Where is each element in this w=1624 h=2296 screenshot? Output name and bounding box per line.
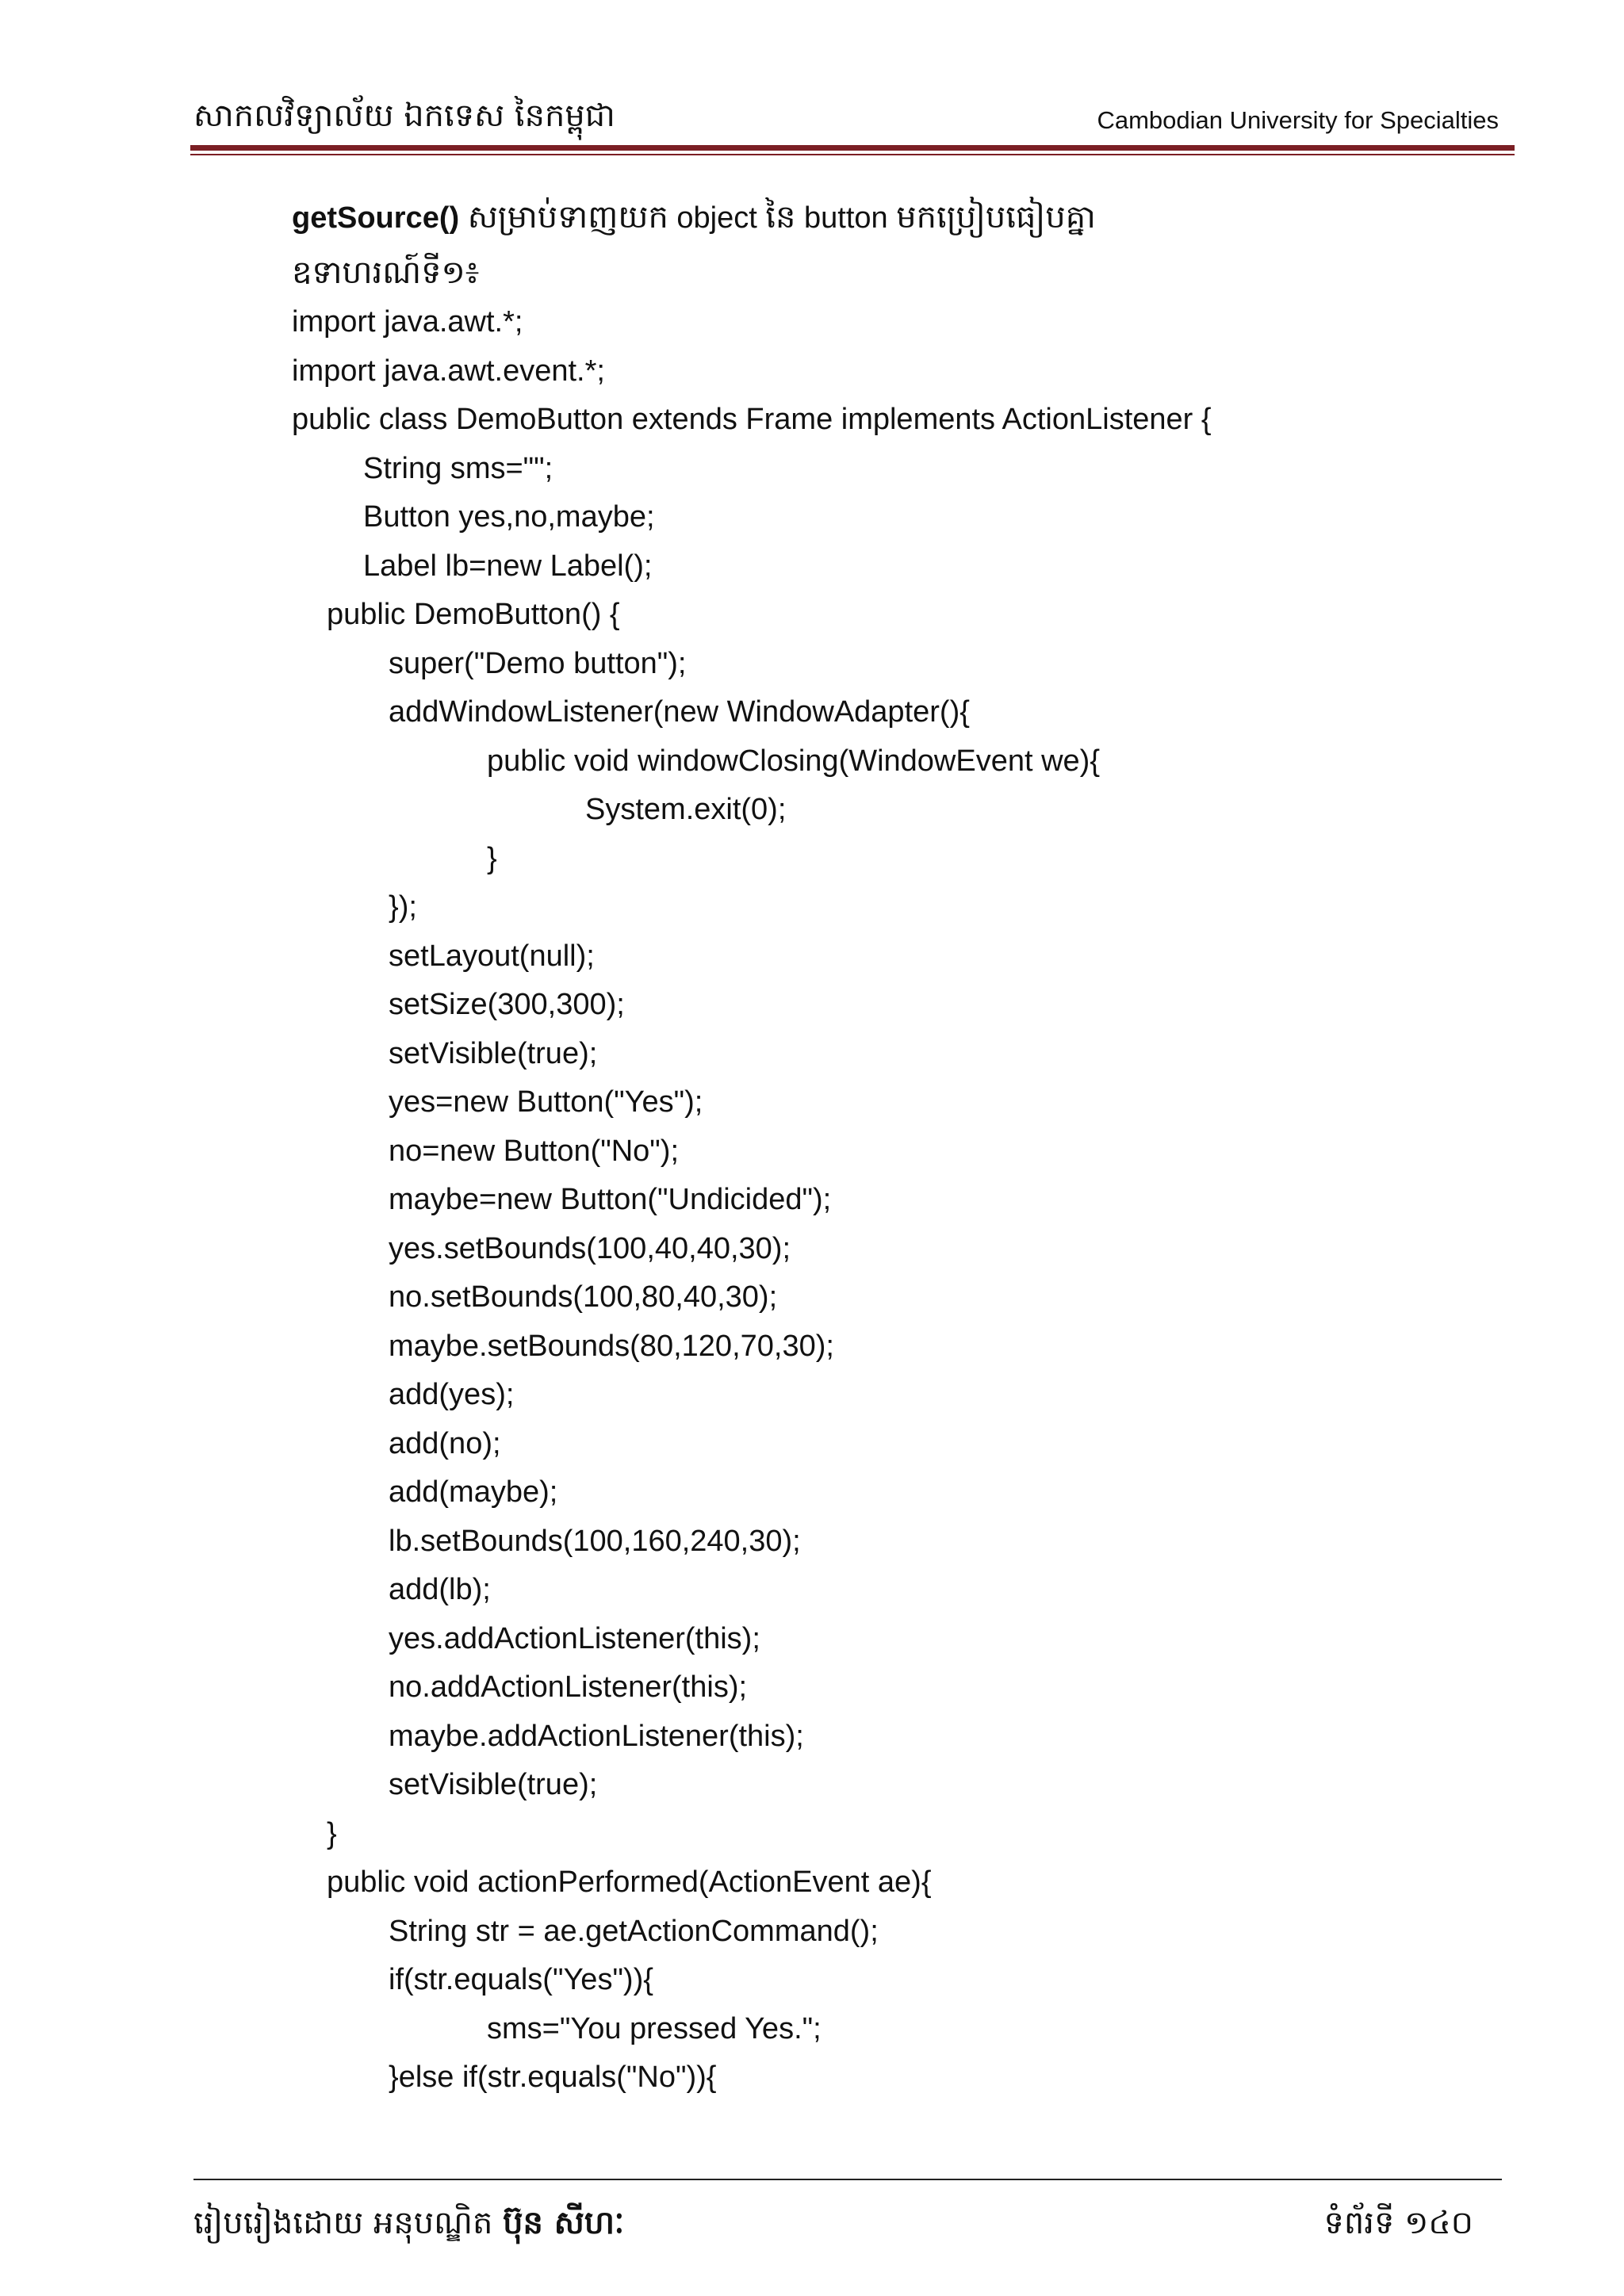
code-line: public void actionPerformed(ActionEvent ae){ [327, 1866, 932, 1899]
header-university-khmer: សាកលវិទ្យាល័យ ឯកទេស នៃកម្ពុជា [193, 98, 615, 134]
code-line: add(no); [389, 1426, 501, 1460]
code-line: yes.setBounds(100,40,40,30); [389, 1231, 791, 1265]
code-line: maybe.setBounds(80,120,70,30); [389, 1329, 834, 1363]
footer-prepared-by [193, 2202, 624, 2249]
code-line: String str = ae.getActionCommand(); [389, 1914, 879, 1948]
header-divider [190, 145, 1515, 151]
code-line: public class DemoButton extends Frame implements ActionListener { [292, 403, 1212, 436]
intro-line [292, 197, 1096, 243]
code-line: yes=new Button("Yes"); [389, 1085, 703, 1119]
code-line: setVisible(true); [389, 1036, 598, 1070]
code-line: import java.awt.*; [292, 305, 523, 339]
example-heading: ឧទាហរណ៍ទី១៖ [292, 254, 480, 291]
code-line: maybe.addActionListener(this); [389, 1719, 804, 1753]
code-line: }); [389, 890, 417, 924]
header-university-english: Cambodian University for Specialties [1097, 106, 1499, 134]
code-line: lb.setBounds(100,160,240,30); [389, 1524, 801, 1558]
code-line: import java.awt.event.*; [292, 354, 605, 388]
code-line: maybe=new Button("Undicided"); [389, 1183, 832, 1216]
code-line: super("Demo button"); [389, 646, 687, 680]
code-line: public DemoButton() { [327, 598, 620, 631]
intro-text-3: មកប្រៀបធៀបគ្នា [896, 199, 1096, 235]
code-line: setSize(300,300); [389, 988, 625, 1021]
code-line: no.addActionListener(this); [389, 1670, 748, 1704]
code-line: add(maybe); [389, 1475, 558, 1509]
code-line: String sms=""; [363, 451, 553, 485]
footer-divider [193, 2179, 1502, 2180]
code-line: no.setBounds(100,80,40,30); [389, 1280, 778, 1314]
intro-word-object: object [676, 201, 757, 235]
intro-word-button: button [804, 201, 888, 235]
code-line: if(str.equals("Yes")){ [389, 1963, 653, 1996]
footer-prepared-label: រៀបរៀងដោយ អនុបណ្ឌិត [193, 2205, 493, 2241]
code-line: setVisible(true); [389, 1768, 598, 1801]
code-line: sms="You pressed Yes."; [487, 2011, 822, 2045]
code-line: Button yes,no,maybe; [363, 500, 655, 534]
intro-text-2: នៃ [765, 199, 796, 235]
footer-author: ប៊ុន សីហៈ [503, 2205, 625, 2241]
code-line: } [327, 1816, 337, 1850]
code-line: addWindowListener(new WindowAdapter(){ [389, 695, 970, 729]
method-name: getSource() [292, 201, 460, 235]
code-line: }else if(str.equals("No")){ [389, 2061, 717, 2094]
code-line: System.exit(0); [585, 793, 787, 826]
code-line: no=new Button("No"); [389, 1134, 680, 1168]
code-line: add(yes); [389, 1378, 515, 1411]
intro-text-1: សម្រាប់ទាញយក [467, 199, 668, 235]
code-line: setLayout(null); [389, 939, 595, 973]
header-divider-thin [190, 154, 1515, 155]
footer-page-number: ទំព័រទី ១៤០ [1323, 2205, 1473, 2241]
code-line: yes.addActionListener(this); [389, 1621, 760, 1655]
code-line: } [487, 841, 497, 875]
code-line: public void windowClosing(WindowEvent we){ [487, 744, 1101, 778]
code-line: add(lb); [389, 1573, 491, 1606]
code-line: Label lb=new Label(); [363, 549, 653, 583]
